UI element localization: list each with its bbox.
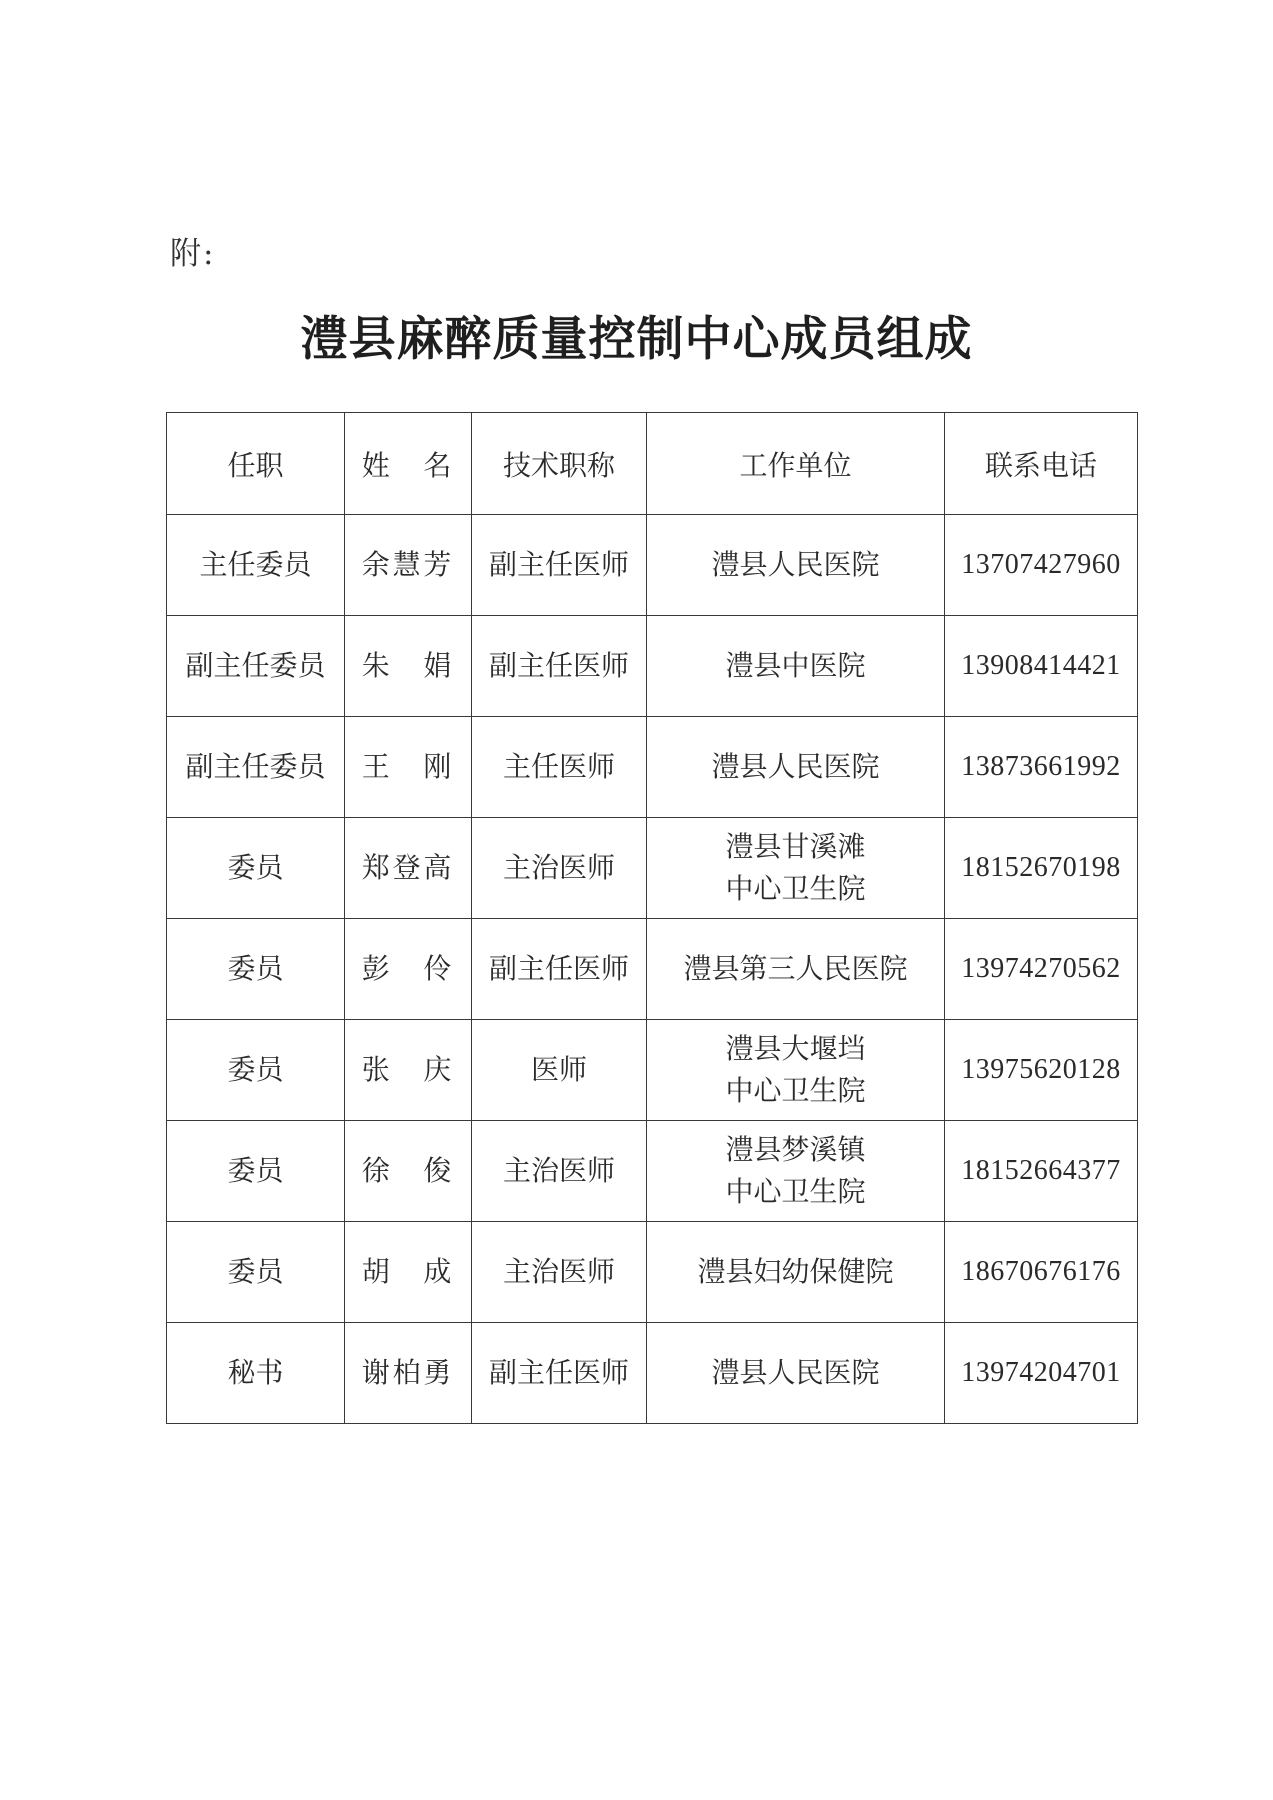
cell-title: 副主任医师	[472, 1323, 647, 1424]
cell-unit	[647, 818, 945, 919]
cell-position: 委员	[167, 818, 345, 919]
unit-line: 澧县梦溪镇	[725, 1133, 866, 1166]
cell-unit	[647, 919, 945, 1020]
cell-phone: 13873661992	[945, 717, 1138, 818]
cell-title: 医师	[472, 1020, 647, 1121]
cell-name: 余慧芳	[345, 515, 472, 616]
unit-line: 澧县甘溪滩	[725, 830, 866, 863]
cell-position: 主任委员	[167, 515, 345, 616]
cell-phone: 13974204701	[945, 1323, 1138, 1424]
cell-name: 张 庆	[345, 1020, 472, 1121]
cell-position: 委员	[167, 1121, 345, 1222]
cell-unit	[647, 1020, 945, 1121]
cell-title: 主任医师	[472, 717, 647, 818]
unit-line: 澧县中医院	[725, 649, 866, 682]
unit-line: 中心卫生院	[725, 872, 866, 905]
cell-name: 胡 成	[345, 1222, 472, 1323]
table-row	[167, 616, 1138, 717]
cell-unit	[647, 1323, 945, 1424]
cell-title: 副主任医师	[472, 616, 647, 717]
table-row	[167, 1222, 1138, 1323]
cell-name: 谢柏勇	[345, 1323, 472, 1424]
unit-line: 中心卫生院	[725, 1175, 866, 1208]
document-title: 澧县麻醉质量控制中心成员组成	[300, 312, 973, 367]
table-row	[167, 1121, 1138, 1222]
cell-phone: 18670676176	[945, 1222, 1138, 1323]
unit-line: 中心卫生院	[725, 1074, 866, 1107]
cell-title: 主治医师	[472, 1121, 647, 1222]
header-position: 任职	[167, 413, 345, 515]
cell-position: 委员	[167, 919, 345, 1020]
cell-name: 彭 伶	[345, 919, 472, 1020]
cell-position: 副主任委员	[167, 717, 345, 818]
cell-title: 主治医师	[472, 1222, 647, 1323]
cell-unit	[647, 515, 945, 616]
cell-name: 朱 娟	[345, 616, 472, 717]
cell-title: 副主任医师	[472, 919, 647, 1020]
cell-unit	[647, 1222, 945, 1323]
cell-position: 委员	[167, 1020, 345, 1121]
cell-title: 主治医师	[472, 818, 647, 919]
header-unit: 工作单位	[647, 413, 945, 515]
cell-position: 委员	[167, 1222, 345, 1323]
cell-position: 副主任委员	[167, 616, 345, 717]
cell-name: 王 刚	[345, 717, 472, 818]
cell-unit	[647, 717, 945, 818]
cell-unit	[647, 1121, 945, 1222]
cell-unit	[647, 616, 945, 717]
table-row	[167, 919, 1138, 1020]
header-row	[167, 413, 1138, 515]
unit-line: 澧县人民医院	[711, 750, 880, 783]
member-table	[166, 412, 1138, 1424]
unit-line: 澧县第三人民医院	[683, 952, 908, 985]
unit-line: 澧县人民医院	[711, 548, 880, 581]
cell-name: 徐 俊	[345, 1121, 472, 1222]
member-table-header	[167, 413, 1138, 515]
attachment-label: 附:	[170, 236, 216, 272]
table-row	[167, 515, 1138, 616]
cell-phone: 13975620128	[945, 1020, 1138, 1121]
cell-position: 秘书	[167, 1323, 345, 1424]
unit-line: 澧县人民医院	[711, 1356, 880, 1389]
table-row	[167, 717, 1138, 818]
cell-phone: 18152664377	[945, 1121, 1138, 1222]
cell-title: 副主任医师	[472, 515, 647, 616]
header-title: 技术职称	[472, 413, 647, 515]
cell-phone: 13908414421	[945, 616, 1138, 717]
unit-line: 澧县大堰垱	[725, 1032, 866, 1065]
table-row	[167, 1323, 1138, 1424]
cell-phone: 18152670198	[945, 818, 1138, 919]
cell-phone: 13974270562	[945, 919, 1138, 1020]
header-name: 姓 名	[345, 413, 472, 515]
cell-name: 郑登高	[345, 818, 472, 919]
cell-phone: 13707427960	[945, 515, 1138, 616]
table-row	[167, 818, 1138, 919]
header-phone: 联系电话	[945, 413, 1138, 515]
unit-line: 澧县妇幼保健院	[697, 1255, 894, 1288]
table-row	[167, 1020, 1138, 1121]
member-table-body	[167, 515, 1138, 1424]
